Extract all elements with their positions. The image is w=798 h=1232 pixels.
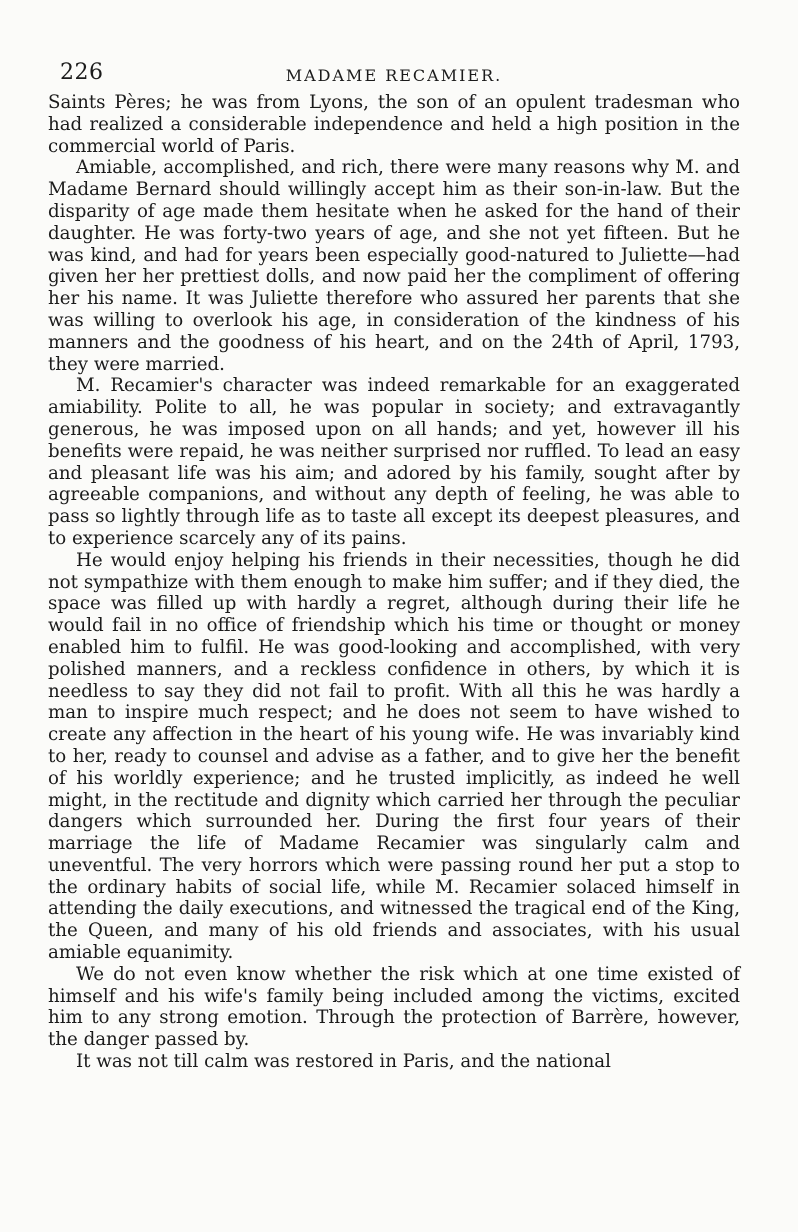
paragraph: We do not even know whether the risk which at one time existed of himself and his wife's family being included among the victims, excited him to any strong emotion. Through the protection of Barrère, however, the danger passed by.	[48, 963, 740, 1051]
paragraph: M. Recamier's character was indeed remarkable for an exaggerated amiability. Polite to all, he was popular in society; and extravagantly generous, he was imposed upon on all hands; and yet, however ill his benefits were repaid, he was neither surprised nor ruffled. To lead an easy and pleasant life was his aim; and adored by his family, sought after by agreeable companions, and without any depth of feeling, he was able to pass so lightly through life as to taste all except its deepest pleasures, and to experience scarcely any of its pains.	[48, 375, 740, 549]
paragraph: It was not till calm was restored in Paris, and the national	[76, 1051, 611, 1073]
body-text	[48, 92, 740, 1073]
page-header	[48, 52, 740, 92]
paragraph: Amiable, accomplished, and rich, there were many reasons why M. and Madame Bernard should willingly accept him as their son-in-law. But the disparity of age made them hesitate when he asked for the hand of their daughter. He was forty-two years of age, and she not yet fifteen. But he was kind, and had for years been especially good-natured to Juliette—had given her her prettiest dolls, and now paid her the compliment of offering her his name. It was Juliette therefore who assured her parents that she was willing to overlook his age, in consideration of the kindness of his manners and the goodness of his heart, and on the 24th of April, 1793, they were married.	[48, 157, 740, 375]
paragraph: He would enjoy helping his friends in their necessities, though he did not sympathize with them enough to make him suffer; and if they died, the space was filled up with hardly a regret, although during their life he would fail in no office of friendship which his time or thought or money enabled him to fulfil. He was good-looking and accomplished, with very polished manners, and a reckless confidence in others, by which it is needless to say they did not fail to profit. With all this he was hardly a man to inspire much respect; and he does not seem to have wished to create any affection in the heart of his young wife. He was invariably kind to her, ready to counsel and advise as a father, and to give her the benefit of his worldly experience; and he trusted implicitly, as indeed he well might, in the rectitude and dignity which carried her through the peculiar dangers which surrounded her. During the first four years of their marriage the life of Madame Recamier was singularly calm and uneventful. The very horrors which were passing round her put a stop to the ordinary habits of social life, while M. Recamier solaced himself in attending the daily executions, and witnessed the tragical end of the King, the Queen, and many of his old friends and associates, with his usual amiable equanimity.	[48, 549, 740, 964]
page-number: 226	[60, 60, 104, 85]
paragraph-continued: Saints Pères; he was from Lyons, the son of an opulent tradesman who had realized a considerable independence and held a high position in the commercial world of Paris.	[48, 92, 740, 157]
running-title: MADAME RECAMIER.	[285, 66, 503, 85]
